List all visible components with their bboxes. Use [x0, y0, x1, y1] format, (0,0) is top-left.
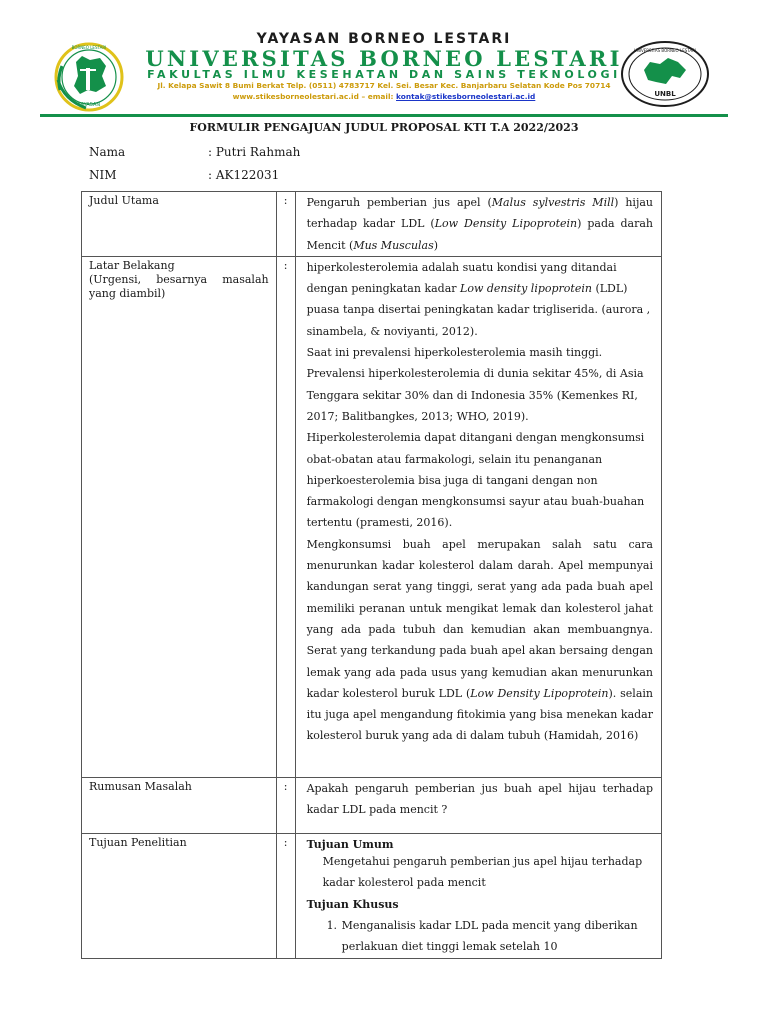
tujuan-umum-text: Mengetahui pengaruh pemberian jus apel hijau terhadap kadar kolesterol pada mencit	[322, 855, 643, 890]
table-row-latar	[82, 256, 662, 777]
website: www.stikesborneolestari.ac.id – email:	[232, 92, 394, 101]
list-item	[307, 915, 653, 958]
colon: :	[283, 258, 288, 272]
colon: :	[283, 779, 288, 793]
name-label: Nama	[89, 145, 126, 159]
form-title: FORMULIR PENGAJUAN JUDUL PROPOSAL KTI T.A 2022/2023	[189, 121, 579, 134]
rumusan-label: Rumusan Masalah	[89, 779, 192, 793]
svg-text:UNIVERSITAS BORNEO LESTARI: UNIVERSITAS BORNEO LESTARI	[633, 48, 697, 53]
judul-label: Judul Utama	[89, 194, 159, 207]
nim-value: : AK122031	[208, 168, 280, 182]
tujuan-text	[296, 834, 661, 958]
latar-label: Latar Belakang (Urgensi, besarnya masalah yang diambil)	[89, 258, 269, 300]
unbl-logo-icon	[620, 40, 710, 108]
rumusan-text: Apakah pengaruh pemberian jus buah apel hijau terhadap kadar LDL pada mencit ?	[306, 781, 653, 817]
latar-paragraph-2: Saat ini prevalensi hiperkolesterolemia masih tinggi. Prevalensi hiperkolesterolemia di dunia sekitar 45%, di Asia Tenggara sekitar 30% dan di Indonesia 35% (Kemenkes RI, 2017; Balitbangkes, 2013; WHO, 2019).	[306, 346, 644, 423]
list-number: 1.	[326, 919, 338, 933]
colon: :	[283, 194, 288, 207]
letterhead-divider	[40, 114, 728, 117]
svg-text:YAYASAN: YAYASAN	[77, 102, 101, 108]
tujuan-khusus-heading: Tujuan Khusus	[306, 897, 399, 911]
foundation-name: YAYASAN BORNEO LESTARI	[256, 31, 512, 47]
proposal-table	[81, 191, 662, 959]
letterhead	[0, 0, 768, 125]
tujuan-umum-heading: Tujuan Umum	[306, 837, 394, 851]
nim-label: NIM	[89, 168, 117, 182]
judul-text: Pengaruh pemberian jus apel (Malus sylvestris Mill) hijau terhadap kadar LDL (Low Density Lipoprotein) pada darah Mencit (Mus Musculas)	[306, 196, 654, 252]
svg-text:UNBL: UNBL	[654, 90, 676, 98]
latar-paragraph-1: hiperkolesterolemia adalah suatu kondisi yang ditandai dengan peningkatan kadar Low density lipoprotein (LDL) puasa tanpa disertai peningkatan kadar trigliserida. (aurora , sinambela, & noviyanti, 2012).	[306, 260, 651, 338]
list-text: Menganalisis kadar LDL pada mencit yang diberikan perlakuan diet tinggi lemak setelah 10	[341, 919, 638, 954]
latar-paragraph-3: Hiperkolesterolemia dapat ditangani dengan mengkonsumsi obat-obatan atau farmakologi, selain itu penanganan hiperkoesterolemia bisa juga di tangani dengan non farmakologi dengan mengkonsumsi sayur atau buah-buahan tertentu (pramesti, 2016).	[306, 431, 645, 530]
tujuan-label: Tujuan Penelitian	[89, 835, 187, 849]
latar-paragraph-4: Mengkonsumsi buah apel merupakan salah satu cara menurunkan kadar kolesterol dalam darah. Apel mempunyai kandungan serat yang tinggi, serat yang ada pada buah apel memiliki peranan untuk mengikat lemak dan kolesterol jahat yang ada pada tubuh dan kemudian akan membuangnya. Serat yang terkandung pada buah apel akan bersaing dengan lemak yang ada pada usus yang kemudian akan menurunkan kadar kolesterol buruk LDL (Low Density Lipoprotein). selain itu juga apel mengandung fitokimia yang bisa menekan kadar kolesterol buruk yang ada di dalam tubuh (Hamidah, 2016)	[306, 537, 653, 743]
faculty-name: FAKULTAS ILMU KESEHATAN DAN SAINS TEKNOLOGI	[147, 68, 621, 81]
svg-text:BORNEO LESTARI: BORNEO LESTARI	[71, 45, 107, 50]
table-row-judul	[82, 192, 662, 257]
address: Jl. Kelapa Sawit 8 Bumi Berkat Telp. (0511) 4783717 Kel. Sei. Besar Kec. Banjarbaru Selatan Kode Pos 70714	[157, 81, 611, 90]
table-row-tujuan	[82, 833, 662, 958]
email-link[interactable]: kontak@stikesborneolestari.ac.id	[396, 92, 536, 101]
university-name: UNIVERSITAS BORNEO LESTARI	[145, 46, 623, 71]
colon: :	[283, 835, 288, 849]
name-value: : Putri Rahmah	[208, 145, 301, 159]
table-row-rumusan	[82, 777, 662, 833]
latar-text	[296, 257, 661, 747]
